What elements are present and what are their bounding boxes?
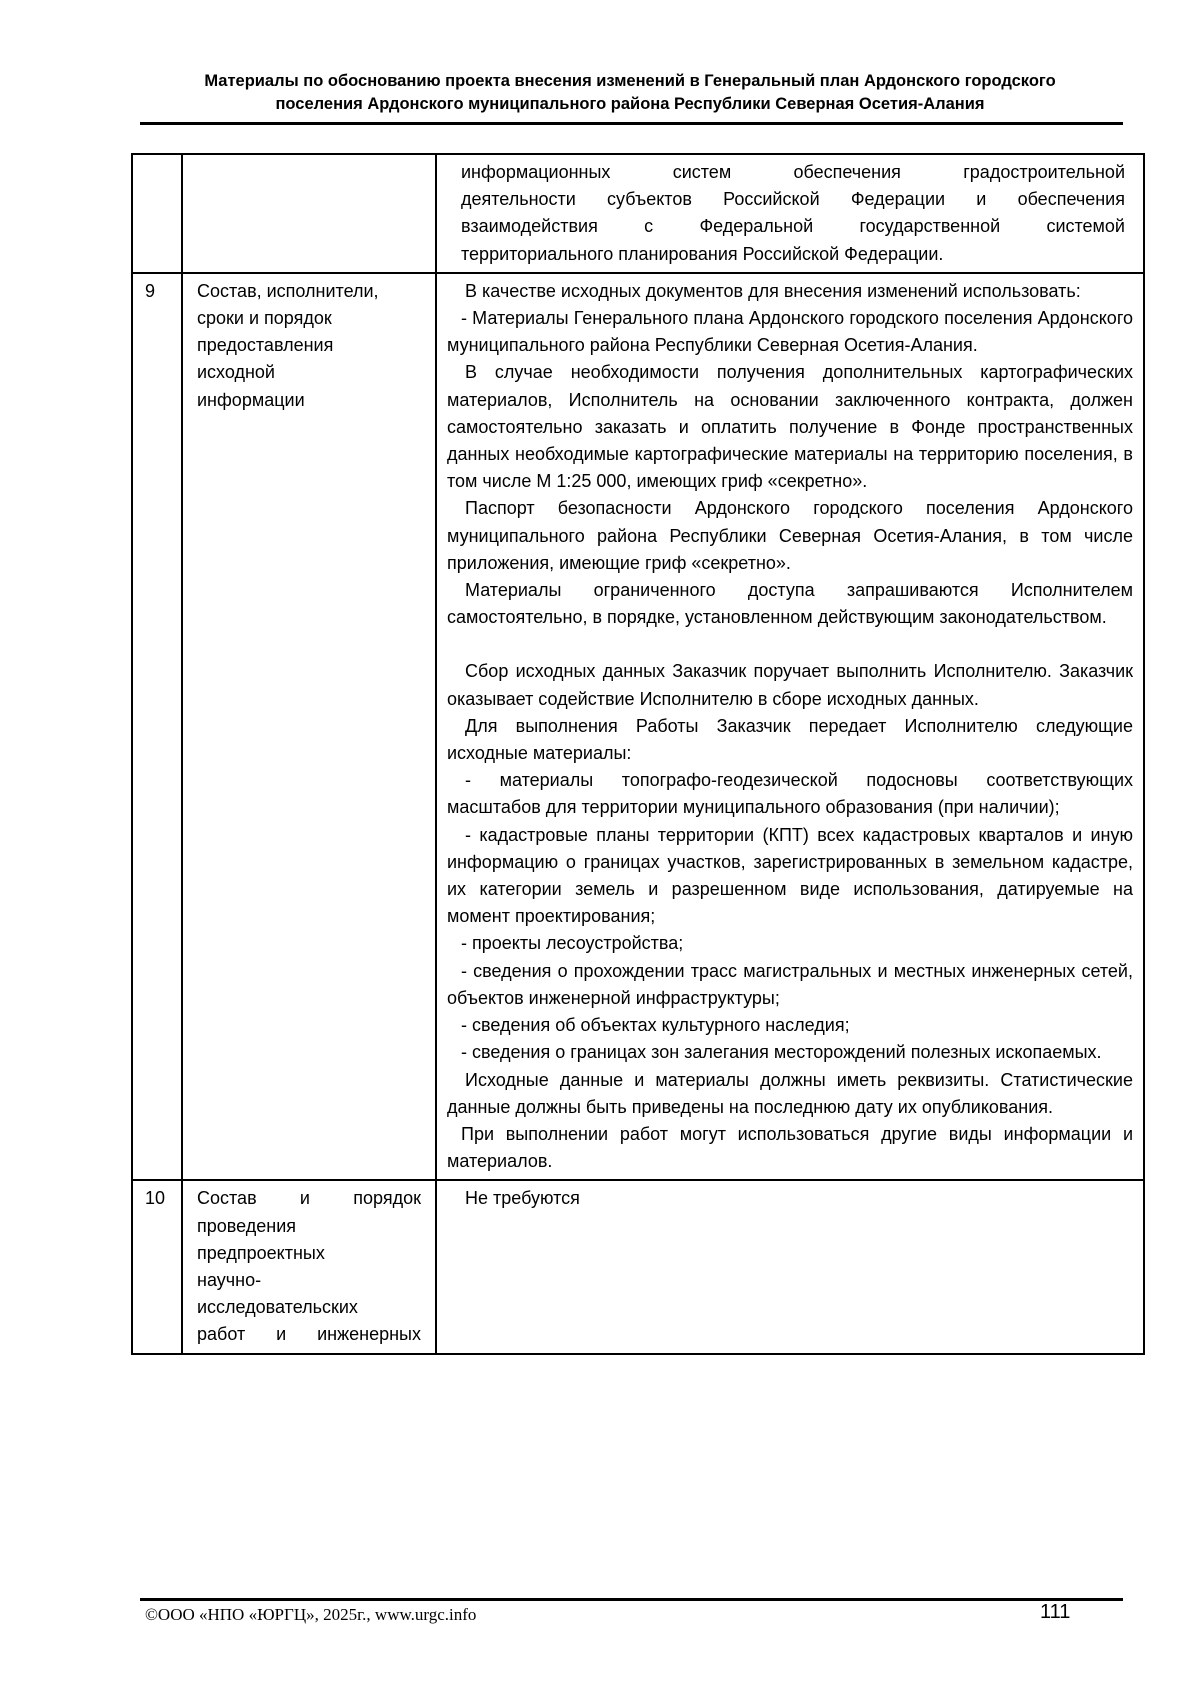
- row-name-cell: [182, 154, 436, 273]
- specification-table: [131, 153, 1145, 1355]
- header-line-1: Материалы по обоснованию проекта внесения изменений в Генеральный план Ардонского городского: [204, 72, 1056, 90]
- paragraph: Материалы ограниченного доступа запрашиваются Исполнителем самостоятельно, в порядке, установленном действующим законодательством.: [447, 580, 1133, 628]
- row-number-cell: 10: [132, 1180, 182, 1353]
- row-description-cell: [436, 154, 1144, 273]
- row-name-cell: [182, 1180, 436, 1353]
- paragraph: В случае необходимости получения дополнительных картографических материалов, Исполнитель на основании заключенного контракта, должен самостоятельно заказать и оплатить получение в Фонде пространственных данных необходимые картографические материалы на территорию поселения, в том числе М 1:25 000, имеющих гриф «секретно».: [447, 362, 1133, 492]
- paragraph: - сведения о прохождении трасс магистральных и местных инженерных сетей, объектов инженерной инфраструктуры;: [447, 960, 1133, 1008]
- row-description-cell: [436, 1180, 1144, 1353]
- row-description-cell: [436, 273, 1144, 1181]
- name-line: сроки и порядок: [197, 308, 332, 329]
- paragraph: Паспорт безопасности Ардонского городского поселения Ардонского муниципального района Республики Северная Осетия-Алания, в том числе приложения, имеющие гриф «секретно».: [447, 498, 1133, 573]
- header-divider: [140, 122, 1123, 125]
- name-line: проведения: [197, 1215, 296, 1236]
- page-number: 111: [1040, 1601, 1071, 1623]
- table-row-10: [132, 1180, 1144, 1353]
- name-line: Состав, исполнители,: [197, 280, 379, 301]
- paragraph-gap: [447, 631, 1133, 658]
- text-line: территориального планирования Российской Федерации.: [461, 243, 944, 264]
- paragraph: - кадастровые планы территории (КПТ) всех кадастровых кварталов и иную информацию о границах участков, зарегистрированных в земельном кадастре, их категории земель и разрешенном виде использования, датируемые на момент проектирования;: [447, 824, 1133, 927]
- paragraph: - сведения об объектах культурного наследия;: [461, 1015, 850, 1036]
- row-name-cell: [182, 273, 436, 1181]
- text-line: деятельности субъектов Российской Федерации и обеспечения: [461, 189, 1125, 210]
- name-line: Состав и порядок: [197, 1188, 421, 1209]
- name-line: предпроектных: [197, 1242, 325, 1263]
- header-line-2: поселения Ардонского муниципального района Республики Северная Осетия-Алания: [275, 95, 985, 113]
- paragraph: При выполнении работ могут использоваться другие виды информации и материалов.: [447, 1123, 1133, 1172]
- paragraph: - проекты лесоустройства;: [461, 933, 684, 954]
- table-row-9: [132, 273, 1144, 1181]
- continuation-text: [447, 159, 1133, 268]
- name-line: информации: [197, 389, 305, 410]
- name-line: исследовательских: [197, 1297, 358, 1318]
- text-line: взаимодействия с Федеральной государственной системой: [461, 216, 1125, 237]
- paragraph: Исходные данные и материалы должны иметь реквизиты. Статистические данные должны быть приведены на последнюю дату их опубликования.: [447, 1069, 1133, 1117]
- footer-divider: [140, 1598, 1123, 1601]
- row-number-cell: 9: [132, 273, 182, 1181]
- paragraph: В качестве исходных документов для внесения изменений использовать:: [465, 280, 1081, 301]
- paragraph: - сведения о границах зон залегания месторождений полезных ископаемых.: [461, 1042, 1102, 1063]
- name-line: научно-: [197, 1269, 262, 1290]
- footer-copyright: ©ООО «НПО «ЮРГЦ», 2025г., www.urgc.info: [145, 1605, 477, 1624]
- paragraph: Не требуются: [465, 1188, 580, 1209]
- name-line: предоставления: [197, 335, 334, 356]
- table-row-continuation: [132, 154, 1144, 273]
- paragraph: - Материалы Генерального плана Ардонского городского поселения Ардонского муниципального района Республики Северная Осетия-Алания.: [447, 308, 1133, 356]
- paragraph: Для выполнения Работы Заказчик передает Исполнителю следующие исходные материалы:: [447, 715, 1133, 764]
- name-line: исходной: [197, 362, 275, 383]
- document-header: [140, 70, 1120, 116]
- row-number-cell: [132, 154, 182, 273]
- name-line: работ и инженерных: [197, 1324, 421, 1345]
- paragraph: - материалы топографо-геодезической подосновы соответствующих масштабов для территории муниципального образования (при наличии);: [447, 770, 1133, 818]
- paragraph: Сбор исходных данных Заказчик поручает выполнить Исполнителю. Заказчик оказывает содействие Исполнителю в сборе исходных данных.: [447, 661, 1133, 709]
- text-line: информационных систем обеспечения градостроительной: [461, 162, 1125, 182]
